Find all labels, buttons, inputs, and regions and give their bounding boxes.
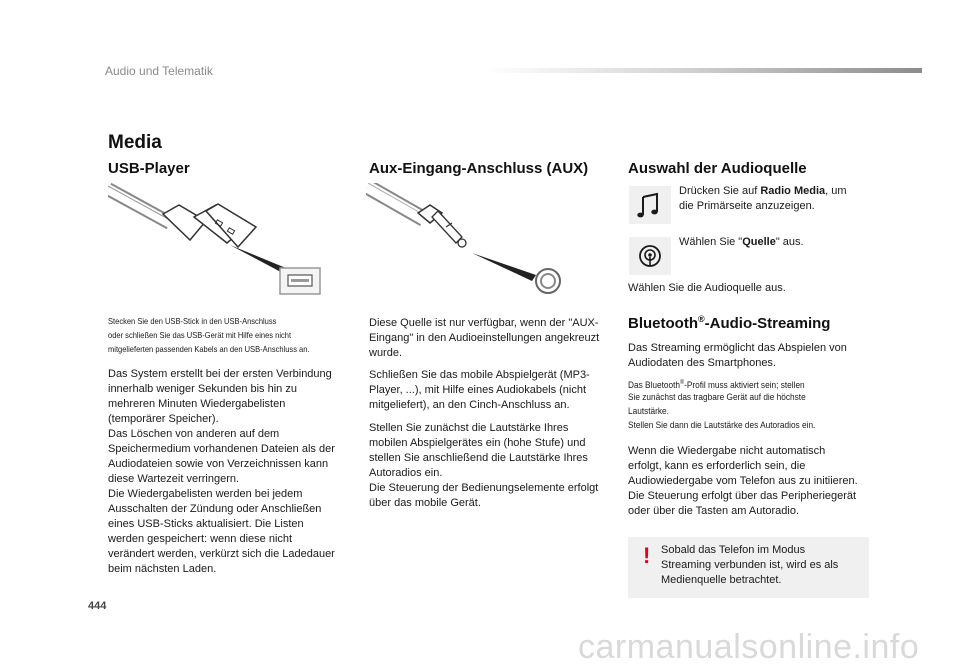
page-title: Media <box>108 132 162 153</box>
watermark: carmanualsonline.info <box>578 628 920 666</box>
source-step-3: Wählen Sie die Audioquelle aus. <box>628 282 786 294</box>
music-note-icon <box>629 186 671 224</box>
source-step-1-line-2: die Primärseite anzuzeigen. <box>679 200 815 212</box>
warning-icon: ! <box>643 543 651 568</box>
source-icon <box>629 237 671 275</box>
header-title: Audio und Telematik <box>105 64 213 78</box>
source-step-1: Drücken Sie auf Radio Media, um <box>679 185 847 197</box>
aux-jack-illustration <box>366 183 566 298</box>
aux-heading: Aux-Eingang-Anschluss (AUX) <box>369 160 589 177</box>
bluetooth-heading: Bluetooth®-Audio-Streaming <box>628 314 831 332</box>
header-divider <box>485 68 922 73</box>
source-step-2: Wählen Sie "Quelle" aus. <box>679 236 804 248</box>
page-number: 444 <box>88 600 107 612</box>
usb-heading: USB-Player <box>108 160 190 177</box>
source-heading: Auswahl der Audioquelle <box>628 160 807 177</box>
usb-plug-illustration <box>108 183 323 298</box>
